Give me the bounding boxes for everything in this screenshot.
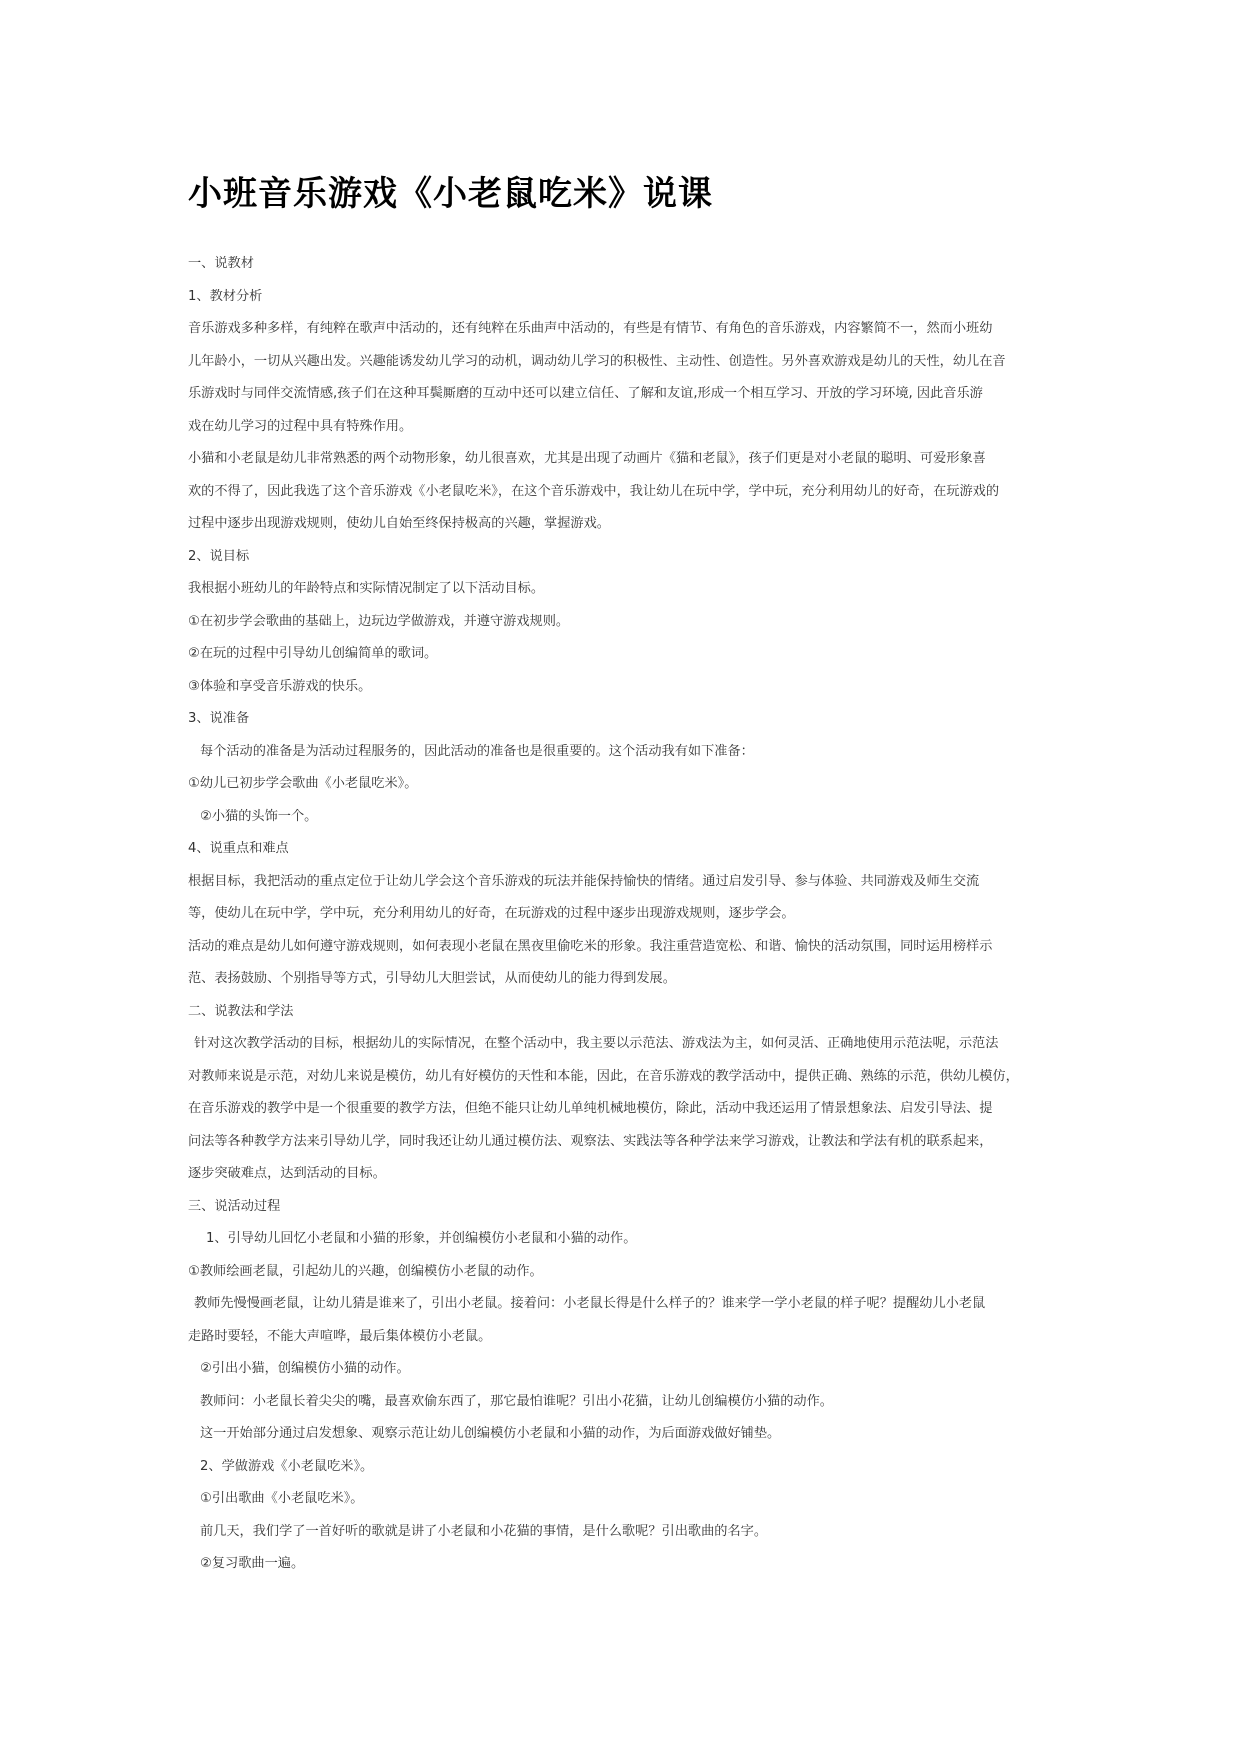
list-item: ②在玩的过程中引导幼儿创编简单的歌词。 xyxy=(188,646,438,661)
subsection-heading: 2、学做游戏《小老鼠吃米》。 xyxy=(200,1458,374,1474)
list-item: ①教师绘画老鼠，引起幼儿的兴趣，创编模仿小老鼠的动作。 xyxy=(188,1263,543,1279)
list-item: ③体验和享受音乐游戏的快乐。 xyxy=(188,678,372,694)
paragraph-line: 小猫和小老鼠是幼儿非常熟悉的两个动物形象，幼儿很喜欢，尤其是出现了动画片《猫和老鼠》，孩子们更是对小老鼠的聪明、可爱形象喜 xyxy=(188,451,986,466)
list-item: ②引出小猫，创编模仿小猫的动作。 xyxy=(200,1361,410,1376)
paragraph-line: 问法等各种教学方法来引导幼儿学，同时我还让幼儿通过模仿法、观察法、实践法等各种学法来学习游戏，让教法和学法有机的联系起来， xyxy=(188,1133,993,1149)
subsection-heading: 1、教材分析 xyxy=(188,288,263,304)
paragraph-line: 儿年龄小，一切从兴趣出发。兴趣能诱发幼儿学习的动机，调动幼儿学习的积极性、主动性、创造性。另外喜欢游戏是幼儿的天性，幼儿在音 xyxy=(188,353,1006,369)
subsection-heading: 3、说准备 xyxy=(188,711,250,726)
paragraph-line: 根据目标，我把活动的重点定位于让幼儿学会这个音乐游戏的玩法并能保持愉快的情绪。通过启发引导、参与体验、共同游戏及师生交流 xyxy=(188,873,980,889)
list-item: ②复习歌曲一遍。 xyxy=(200,1556,305,1571)
list-item: ①幼儿已初步学会歌曲《小老鼠吃米》。 xyxy=(188,776,418,791)
paragraph-line: 我根据小班幼儿的年龄特点和实际情况制定了以下活动目标。 xyxy=(188,581,545,596)
paragraph-line: 对教师来说是示范，对幼儿来说是模仿，幼儿有好模仿的天性和本能，因此，在音乐游戏的教学活动中，提供正确、熟练的示范，供幼儿模仿， xyxy=(188,1068,1019,1084)
list-item: ②小猫的头饰一个。 xyxy=(200,808,318,824)
section-heading: 一、说教材 xyxy=(188,256,254,271)
paragraph-line: 欢的不得了，因此我选了这个音乐游戏《小老鼠吃米》，在这个音乐游戏中，我让幼儿在玩中学，学中玩，充分利用幼儿的好奇，在玩游戏的 xyxy=(188,483,1000,499)
subsection-heading: 2、说目标 xyxy=(188,548,250,564)
paragraph-line: 音乐游戏多种多样，有纯粹在歌声中活动的，还有纯粹在乐曲声中活动的，有些是有情节、有角色的音乐游戏，内容繁简不一，然而小班幼 xyxy=(188,321,993,336)
document-title: 小班音乐游戏《小老鼠吃米》说课 xyxy=(188,174,713,214)
paragraph-line: 教师问：小老鼠长着尖尖的嘴，最喜欢偷东西了，那它最怕谁呢？引出小花猫，让幼儿创编模仿小猫的动作。 xyxy=(200,1393,833,1409)
section-heading: 二、说教法和学法 xyxy=(188,1003,294,1019)
paragraph-line: 范、表扬鼓励、个别指导等方式，引导幼儿大胆尝试，从而使幼儿的能力得到发展。 xyxy=(188,971,676,986)
paragraph-line: 前几天，我们学了一首好听的歌就是讲了小老鼠和小花猫的事情，是什么歌呢？引出歌曲的名字。 xyxy=(200,1523,768,1539)
paragraph-line: 每个活动的准备是为活动过程服务的，因此活动的准备也是很重要的。这个活动我有如下准备： xyxy=(200,743,754,759)
section-heading: 三、说活动过程 xyxy=(188,1198,281,1214)
paragraph-line: 逐步突破难点，达到活动的目标。 xyxy=(188,1166,386,1181)
paragraph-line: 过程中逐步出现游戏规则，使幼儿自始至终保持极高的兴趣，掌握游戏。 xyxy=(188,516,610,531)
paragraph-line: 在音乐游戏的教学中是一个很重要的教学方法，但绝不能只让幼儿单纯机械地模仿，除此，活动中我还运用了情景想象法、启发引导法、提 xyxy=(188,1101,993,1116)
paragraph-line: 这一开始部分通过启发想象、观察示范让幼儿创编模仿小老鼠和小猫的动作，为后面游戏做好铺垫。 xyxy=(200,1426,781,1441)
document-body xyxy=(188,248,1058,1581)
paragraph-line: 走路时要轻，不能大声喧哗，最后集体模仿小老鼠。 xyxy=(188,1328,492,1344)
list-item: ①在初步学会歌曲的基础上，边玩边学做游戏，并遵守游戏规则。 xyxy=(188,613,570,629)
subsection-heading: 4、说重点和难点 xyxy=(188,841,289,856)
paragraph-line: 乐游戏时与同伴交流情感,孩子们在这种耳鬓厮磨的互动中还可以建立信任、了解和友谊,形成一个相互学习、开放的学习环境, 因此音乐游 xyxy=(188,386,983,401)
paragraph-line: 等，使幼儿在玩中学，学中玩，充分利用幼儿的好奇，在玩游戏的过程中逐步出现游戏规则，逐步学会。 xyxy=(188,906,795,921)
paragraph-line: 针对这次教学活动的目标，根据幼儿的实际情况，在整个活动中，我主要以示范法、游戏法为主，如何灵活、正确地使用示范法呢，示范法 xyxy=(194,1036,999,1051)
paragraph-line: 戏在幼儿学习的过程中具有特殊作用。 xyxy=(188,418,413,434)
paragraph-line: 活动的难点是幼儿如何遵守游戏规则，如何表现小老鼠在黑夜里偷吃米的形象。我注重营造宽松、和谐、愉快的活动氛围，同时运用榜样示 xyxy=(188,938,993,954)
paragraph-line: 教师先慢慢画老鼠，让幼儿猜是谁来了，引出小老鼠。接着问：小老鼠长得是什么样子的？谁来学一学小老鼠的样子呢？提醒幼儿小老鼠 xyxy=(194,1296,986,1311)
subsection-heading: 1、引导幼儿回忆小老鼠和小猫的形象，并创编模仿小老鼠和小猫的动作。 xyxy=(206,1231,637,1246)
list-item: ①引出歌曲《小老鼠吃米》。 xyxy=(200,1491,364,1506)
